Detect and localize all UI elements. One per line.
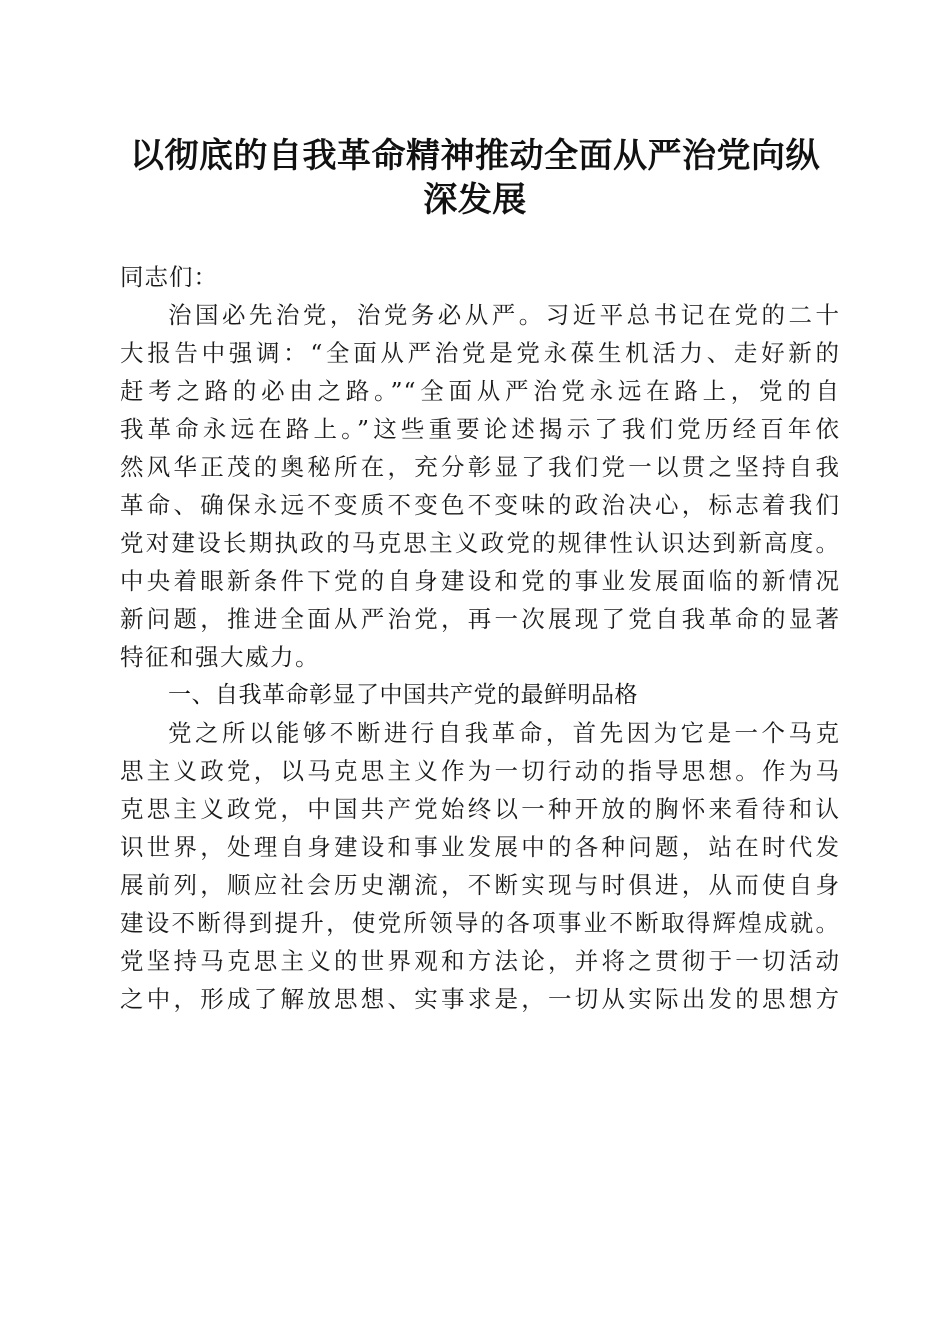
document-title (100, 134, 850, 222)
paragraph-line: 革命、确保永远不变质不变色不变味的政治决心，标志着我们 (120, 491, 840, 519)
paragraph-line: 识世界，处理自身建设和事业发展中的各种问题，站在时代发 (120, 833, 840, 861)
paragraph-line: 中央着眼新条件下党的自身建设和党的事业发展面临的新情况 (120, 567, 840, 595)
document-body (120, 258, 840, 1018)
paragraph-line: 我革命永远在路上。”这些重要论述揭示了我们党历经百年依 (120, 415, 840, 443)
paragraph-line: 党之所以能够不断进行自我革命，首先因为它是一个马克 (168, 719, 840, 747)
paragraph-line: 党对建设长期执政的马克思主义政党的规律性认识达到新高度。 (120, 529, 840, 557)
title-line-1: 以彻底的自我革命精神推动全面从严治党向纵 (130, 136, 820, 176)
paragraph-line: 展前列，顺应社会历史潮流，不断实现与时俱进，从而使自身 (120, 871, 840, 899)
paragraph-line: 赶考之路的必由之路。”“全面从严治党永远在路上，党的自 (120, 377, 840, 405)
paragraph-line: 大报告中强调：“全面从严治党是党永葆生机活力、走好新的 (120, 339, 840, 367)
salutation: 同志们： (120, 263, 218, 291)
paragraph-line: 党坚持马克思主义的世界观和方法论，并将之贯彻于一切活动 (120, 947, 840, 975)
paragraph-line: 之中，形成了解放思想、实事求是，一切从实际出发的思想方 (120, 985, 840, 1013)
paragraph-line: 建设不断得到提升，使党所领导的各项事业不断取得辉煌成就。 (120, 909, 840, 937)
paragraph-line: 然风华正茂的奥秘所在，充分彰显了我们党一以贯之坚持自我 (120, 453, 840, 481)
section-heading: 一、自我革命彰显了中国共产党的最鲜明品格 (168, 682, 638, 708)
paragraph-section-1 (120, 714, 840, 1018)
paragraph-line: 思主义政党，以马克思主义作为一切行动的指导思想。作为马 (120, 757, 840, 785)
title-line-2: 深发展 (423, 180, 527, 220)
paragraph-line: 克思主义政党，中国共产党始终以一种开放的胸怀来看待和认 (120, 795, 840, 823)
paragraph-intro (120, 296, 840, 676)
paragraph-line: 治国必先治党，治党务必从严。习近平总书记在党的二十 (168, 301, 840, 329)
paragraph-line: 特征和强大威力。 (120, 643, 320, 671)
paragraph-line: 新问题，推进全面从严治党，再一次展现了党自我革命的显著 (120, 605, 840, 633)
